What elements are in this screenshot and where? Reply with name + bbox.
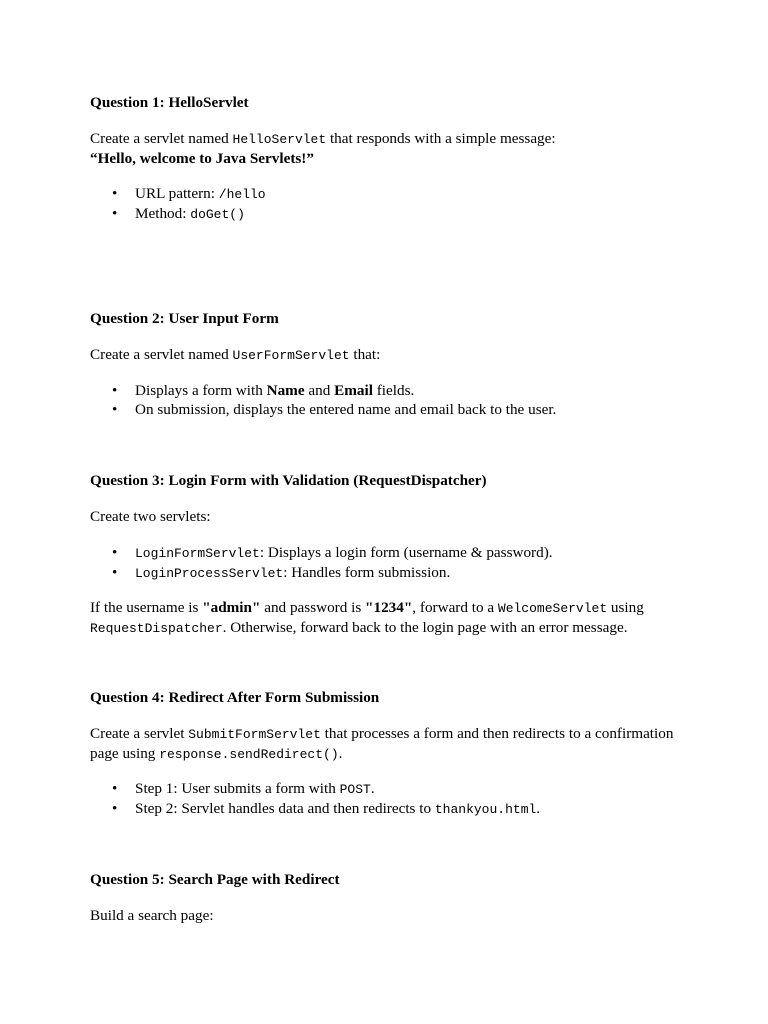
q1-intro-code: HelloServlet [232, 132, 327, 147]
q3-p-e: . Otherwise, forward back to the login page with an error message. [222, 618, 628, 636]
q1-message-text: “Hello, welcome to Java Servlets!” [90, 149, 314, 167]
q4-b1-code: POST [339, 782, 371, 797]
q2-b1-email: Email [334, 382, 373, 399]
list-item [90, 564, 690, 584]
q3-bullet-list [90, 544, 690, 583]
q2-bullet-list [90, 382, 690, 419]
q3-p-admin: "admin" [202, 599, 261, 616]
q4-b1-a: Step 1: User submits a form with [135, 780, 340, 797]
list-item [90, 205, 690, 225]
q2-b1-name: Name [266, 382, 305, 399]
q3-p-code1: WelcomeServlet [497, 601, 608, 616]
q4-b2-a: Step 2: Servlet handles data and then redirects to [135, 799, 435, 817]
q4-intro-line-2 [90, 745, 690, 765]
q3-p-d: using [607, 599, 644, 616]
q4-intro-code2: response.sendRedirect() [159, 746, 339, 762]
list-item [90, 544, 690, 564]
q2-intro [90, 346, 690, 366]
q1-bullet-list [90, 185, 690, 224]
list-item [90, 780, 690, 800]
q4-intro-line-1 [90, 725, 690, 745]
q4-intro [90, 725, 690, 764]
q3-heading: Question 3: Login Form with Validation (RequestDispatcher) [90, 472, 487, 489]
q2-intro-code: UserFormServlet [232, 348, 350, 363]
list-item [90, 382, 690, 401]
q5-heading: Question 5: Search Page with Redirect [90, 871, 340, 888]
q2-intro-after: that: [349, 346, 381, 363]
q1-intro-before: Create a servlet named [90, 130, 233, 147]
q2-b1-a: Displays a form with [135, 382, 267, 399]
list-item [90, 800, 690, 820]
list-item [90, 185, 690, 205]
q3-p-pw: "1234" [365, 599, 413, 616]
q4-b1-b: . [370, 780, 375, 797]
q3-paragraph-line-1 [90, 599, 690, 619]
q4-b2-code: thankyou.html [434, 801, 537, 817]
q3-b2-text: : Handles form submission. [283, 563, 451, 581]
q3-p-b: and password is [260, 599, 366, 616]
q4-bullet-list [90, 780, 690, 819]
q3-intro: Create two servlets: [90, 508, 211, 525]
q3-p-c: , forward to a [412, 599, 498, 616]
q1-bullet-2-code: doGet() [190, 206, 245, 222]
q3-p-a: If the username is [90, 599, 203, 616]
q4-intro-d: . [338, 744, 343, 762]
q4-intro-a: Create a servlet [90, 725, 189, 742]
q2-heading: Question 2: User Input Form [90, 310, 279, 327]
q3-paragraph-line-2 [90, 619, 690, 639]
q3-b2-code: LoginProcessServlet [135, 565, 284, 581]
q3-b1-text: : Displays a login form (username & password). [259, 544, 553, 561]
q4-intro-c: page using [90, 744, 160, 762]
q4-intro-b: that processes a form and then redirects to a confirmation [320, 725, 674, 742]
q2-b1-and: and [304, 382, 335, 399]
list-item: • On submission, displays the entered name and email back to the user. [90, 401, 690, 420]
q1-intro [90, 130, 690, 168]
q1-message [90, 150, 690, 169]
q2-intro-before: Create a servlet named [90, 346, 233, 363]
q1-intro-after: that responds with a simple message: [326, 130, 556, 147]
q3-p-code2: RequestDispatcher [90, 620, 223, 636]
q1-heading: Question 1: HelloServlet [90, 94, 249, 111]
q1-bullet-2-label: Method: [135, 204, 191, 222]
q3-b1-code: LoginFormServlet [135, 546, 260, 561]
q3-paragraph [90, 599, 690, 638]
q5-intro: Build a search page: [90, 907, 214, 924]
q2-b1-end: fields. [372, 382, 415, 399]
q4-heading: Question 4: Redirect After Form Submission [90, 689, 380, 706]
q4-intro-code: SubmitFormServlet [188, 727, 321, 742]
q1-bullet-1-label: URL pattern: [135, 185, 219, 202]
q1-bullet-1-code: /hello [218, 187, 266, 202]
q4-b2-b: . [536, 799, 541, 817]
q1-intro-line [90, 130, 690, 150]
